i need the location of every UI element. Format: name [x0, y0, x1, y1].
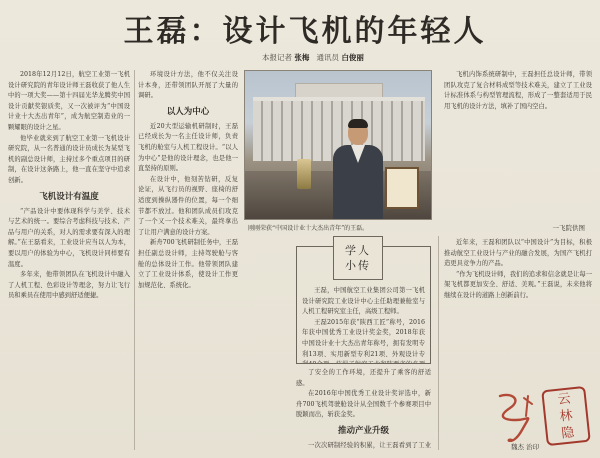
paragraph: 2018年12月12日，航空工业第一飞机设计研究院的青年设计师王磊收获了他人生中的一项大奖——第十四届光华龙腾奖中国设计贡献奖银质奖，又一次被评为“中国设计业十大杰出青年”，成为航空制造业的一颗耀眼的设计之星。 [8, 71, 130, 131]
correspondent-name: 白俊丽 [341, 53, 364, 62]
seal-author: 魏杰 治印 [511, 443, 540, 451]
reporter-name: 张梅 [294, 53, 310, 62]
bio-paragraph: 王磊2015年获“陕西工匠”称号，2016年获中国优秀工业设计奖金奖，2018年获中国设计业十大杰出青年称号，拥有发明专利13项、实用新型专利21项、外观设计专 [302, 318, 425, 358]
reporter-label: 本报记者 [262, 53, 292, 62]
subhead: 推动产业升级 [337, 425, 389, 436]
column-divider [134, 70, 135, 450]
byline [262, 52, 592, 64]
calligraphy-signature [492, 390, 542, 442]
paragraph: “作为飞机设计师，我们的追求和信念就是让每一架飞机都更加安全、舒适、美观。”王磊说，未来他将继续在设计的道路上创新前行。 [444, 270, 592, 299]
paragraph: 多年来，他带领团队在飞机设计中融入了人机工程、色彩设计等理念，努力让飞行员和乘员在使用中感到舒适便捷。 [8, 271, 130, 300]
seal-char: 林 [558, 407, 574, 425]
seal-char: 隐 [560, 424, 576, 442]
person [333, 121, 383, 220]
bio-paragraph: 王磊，中国航空工业集团公司第一飞机设计研究院工业设计中心主任助理兼舱室与人机工程研究室主任，高级工程师。 [302, 287, 425, 316]
paragraph: 飞机内饰系统研制中，王磊担任总设计师，带领团队攻克了复合材料成型等技术难关，建立了工业设计标准体系与构型管理流程，形成了一整套适用于民用飞机的设计方法，填补了国内空白。 [444, 71, 592, 110]
trophy [297, 159, 311, 189]
paragraph: 环境设计方法，他不仅关注设计本身，还带领团队开展了大量的调研。 [138, 71, 238, 100]
photo-credit: 一飞院供图 [552, 224, 585, 232]
article-column-4-top [444, 70, 592, 220]
paragraph: 近年来，王磊和团队以“中国设计”为目标，积极推动航空工业设计与产业的融合发展，为国产飞机打造更具竞争力的产品。 [444, 239, 592, 268]
photo-caption: 刚刚荣获“中国设计业十大杰出青年”的王磊。 [248, 225, 369, 232]
tag-line: 学人 [345, 244, 371, 257]
paragraph: 在2016年中国优秀工业设计奖评选中，新舟700飞机驾驶舱设计从全国数千个参赛项目中脱颖而出，斩获金奖。 [296, 390, 431, 419]
paragraph: 在设计中，他刻苦钻研，反复论证，从飞行员的视野、座椅的舒适度到操纵器件的位置，每一个细节都不放过。他和团队成员们攻克了一个又一个技术难关，最终拿出了让用户满意的设计方案。 [138, 175, 238, 236]
paragraph: 近20大型运输机研制时，王磊已经成长为一名主任设计师，负责飞机的舱室与人机工程设计。“以人为中心”是他的设计理念，也是他一直坚持的原则。 [138, 122, 238, 173]
article-column-4 [444, 238, 592, 384]
subhead: 飞机设计有温度 [39, 191, 99, 202]
article-column-2 [138, 70, 238, 450]
award-certificate [385, 167, 419, 209]
paragraph: 新舟700飞机研制任务中，王磊担任副总设计师，主持驾驶舱与客舱的总体设计工作。他带领团队建立了工业设计体系，使设计工作更加规范化、系统化。 [138, 239, 238, 289]
column-divider [438, 236, 439, 450]
subhead: 以人为中心 [166, 106, 210, 117]
correspondent-label: 通讯员 [316, 53, 340, 62]
seal-char: 云 [556, 390, 572, 408]
headline: 王磊：设计飞机的年轻人 [123, 14, 487, 49]
seal-stamp [541, 386, 591, 446]
article-column-3 [296, 368, 431, 452]
tag-line: 小传 [345, 259, 371, 272]
article-column-1 [8, 70, 130, 450]
portrait-photo [244, 70, 432, 220]
paragraph: 了安全的工作环境，还提升了乘客的舒适感。 [296, 369, 431, 387]
bio-tag [333, 236, 383, 280]
paragraph: “产品设计中要体现科学与美学、技术与艺术的统一。要综合考虑科技与技术、产品与用户的关系，对人的需求要有深入的理解。”在王磊看来，工业设计应当以人为本，要以用户的体验为中心，飞机设计同样要有温度。 [8, 207, 130, 268]
person-hair [348, 119, 368, 128]
paragraph: 他毕业就来到了航空工业第一飞机设计研究院，从一名普通的设计员成长为某型飞机的副总设计师，主持过多个重点项目的研制，在设计这条路上，他一直在坚守中追求创新。 [8, 134, 130, 184]
paragraph: 一次次研制经验的积累，让王磊看到了工业 [308, 441, 431, 449]
article-column-3a [244, 238, 292, 450]
